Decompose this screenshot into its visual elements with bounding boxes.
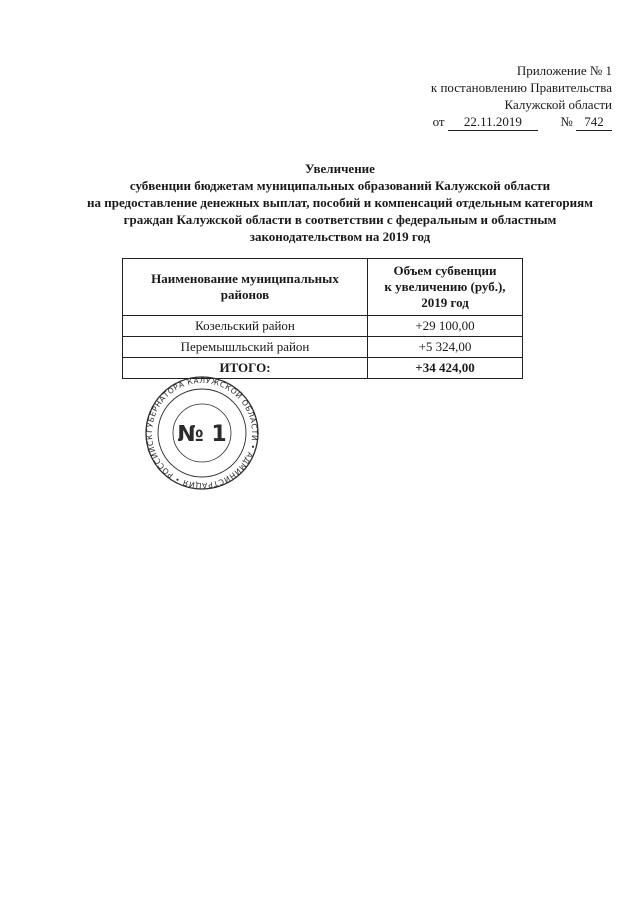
- resolution-date: 22.11.2019: [448, 113, 538, 131]
- title-line-1: субвенции бюджетам муниципальных образований Калужской области: [129, 178, 551, 193]
- table-header-row: [123, 259, 523, 316]
- title-line-3: граждан Калужской области в соответствии с федеральным и областным: [123, 212, 557, 227]
- table-row: [123, 316, 523, 337]
- district-name: Перемышльский район: [123, 337, 368, 358]
- subsidy-table: [122, 258, 523, 379]
- district-name: Козельский район: [123, 316, 368, 337]
- number-label: №: [560, 114, 573, 129]
- total-label: ИТОГО:: [123, 358, 368, 379]
- resolution-number: 742: [576, 113, 612, 131]
- svg-text:№ 1: № 1: [177, 422, 227, 447]
- appendix-line-1: Приложение № 1: [516, 63, 612, 78]
- appendix-line-3: Калужской области: [504, 97, 612, 112]
- subsidy-amount: +29 100,00: [368, 316, 523, 337]
- title-heading: Увеличение: [305, 161, 375, 176]
- header-amount-line-1: Объем субвенции: [393, 263, 497, 278]
- table-row: [123, 337, 523, 358]
- document-title: [40, 160, 640, 245]
- appendix-line-2: к постановлению Правительства: [430, 80, 612, 95]
- total-amount: +34 424,00: [368, 358, 523, 379]
- appendix-date-line: [431, 113, 612, 131]
- title-line-2: на предоставление денежных выплат, пособий и компенсаций отдельным категориям: [87, 195, 593, 210]
- header-amount-line-3: 2019 год: [421, 295, 469, 310]
- title-line-4: законодательством на 2019 год: [249, 229, 431, 244]
- from-label: от: [432, 114, 445, 129]
- official-seal: [128, 376, 276, 491]
- header-district-name: Наименование муниципальных районов: [123, 259, 368, 316]
- header-subsidy-amount: [368, 259, 523, 316]
- subsidy-amount: +5 324,00: [368, 337, 523, 358]
- appendix-header: [431, 62, 612, 131]
- svg-text:ГУБЕРНАТОРА КАЛУЖСКОЙ ОБЛАСТИ: ГУБЕРНАТОРА КАЛУЖСКОЙ ОБЛАСТИ • АДМИНИСТРАЦИЯ • РОССИЙСК: [144, 376, 260, 491]
- seal-graphic: [128, 376, 276, 491]
- header-amount-line-2: к увеличению (руб.),: [384, 279, 506, 294]
